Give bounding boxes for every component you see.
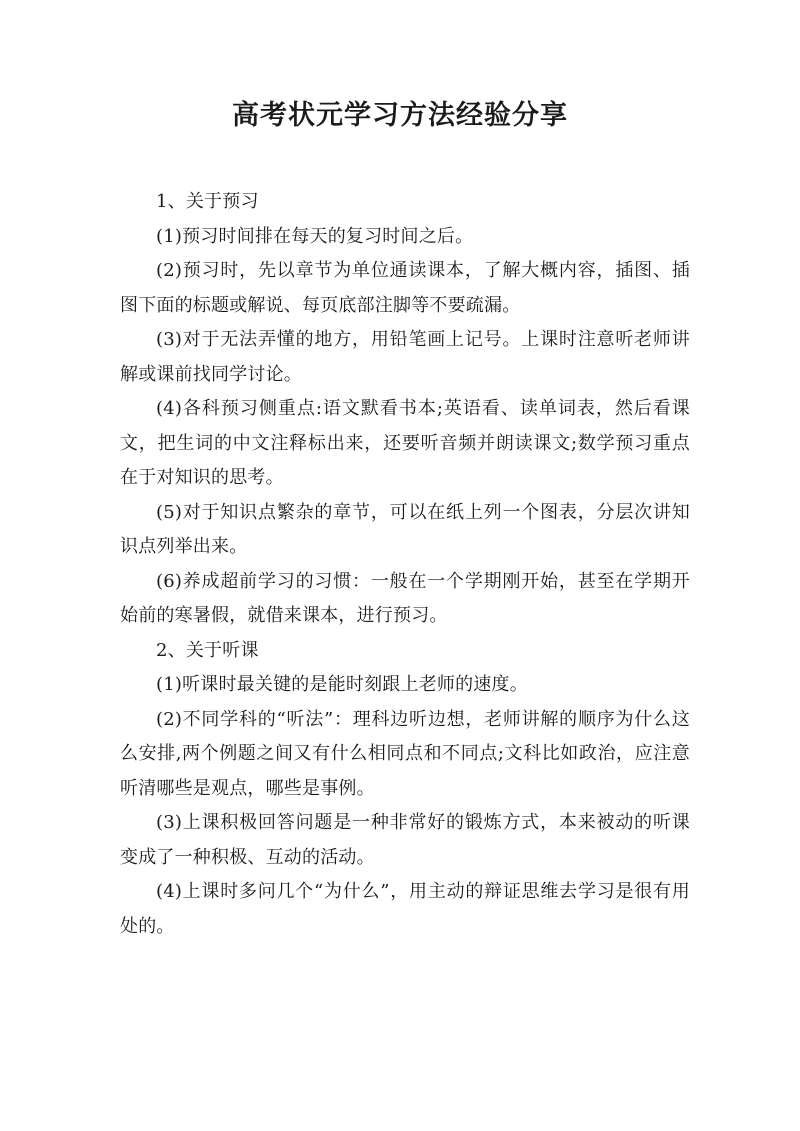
paragraph: (3)上课积极回答问题是一种非常好的锻炼方式，本来被动的听课变成了一种积极、互动的活动。	[120, 812, 690, 868]
paragraph-section-2-heading: 2、关于听课	[156, 639, 259, 661]
document-body	[120, 185, 690, 944]
paragraph: (1)预习时间排在每天的复习时间之后。	[156, 225, 474, 247]
paragraph: (3)对于无法弄懂的地方，用铅笔画上记号。上课时注意听老师讲解或课前找同学讨论。	[120, 329, 690, 385]
paragraph: (1)听课时最关键的是能时刻跟上老师的速度。	[156, 674, 528, 695]
paragraph: (4)各科预习侧重点:语文默看书本;英语看、读单词表，然后看课文，把生词的中文注释标出来，还要听音频并朗读课文;数学预习重点在于对知识的思考。	[120, 398, 690, 488]
document-title: 高考状元学习方法经验分享	[232, 100, 568, 131]
paragraph: (6)养成超前学习的习惯：一般在一个学期刚开始，甚至在学期开始前的寒暑假，就借来课本，进行预习。	[120, 570, 690, 626]
paragraph: (2)不同学科的“听法”：理科边听边想，老师讲解的顺序为什么这么安排,两个例题之间又有什么相同点和不同点;文科比如政治，应注意听清哪些是观点，哪些是事例。	[120, 708, 690, 799]
paragraph: (5)对于知识点繁杂的章节，可以在纸上列一个图表，分层次讲知识点列举出来。	[120, 501, 690, 557]
paragraph: (4)上课时多问几个“为什么”，用主动的辩证思维去学习是很有用处的。	[120, 881, 690, 937]
paragraph: (2)预习时，先以章节为单位通读课本，了解大概内容，插图、插图下面的标题或解说、每页底部注脚等不要疏漏。	[120, 260, 690, 316]
paragraph-section-1-heading: 1、关于预习	[156, 191, 259, 212]
